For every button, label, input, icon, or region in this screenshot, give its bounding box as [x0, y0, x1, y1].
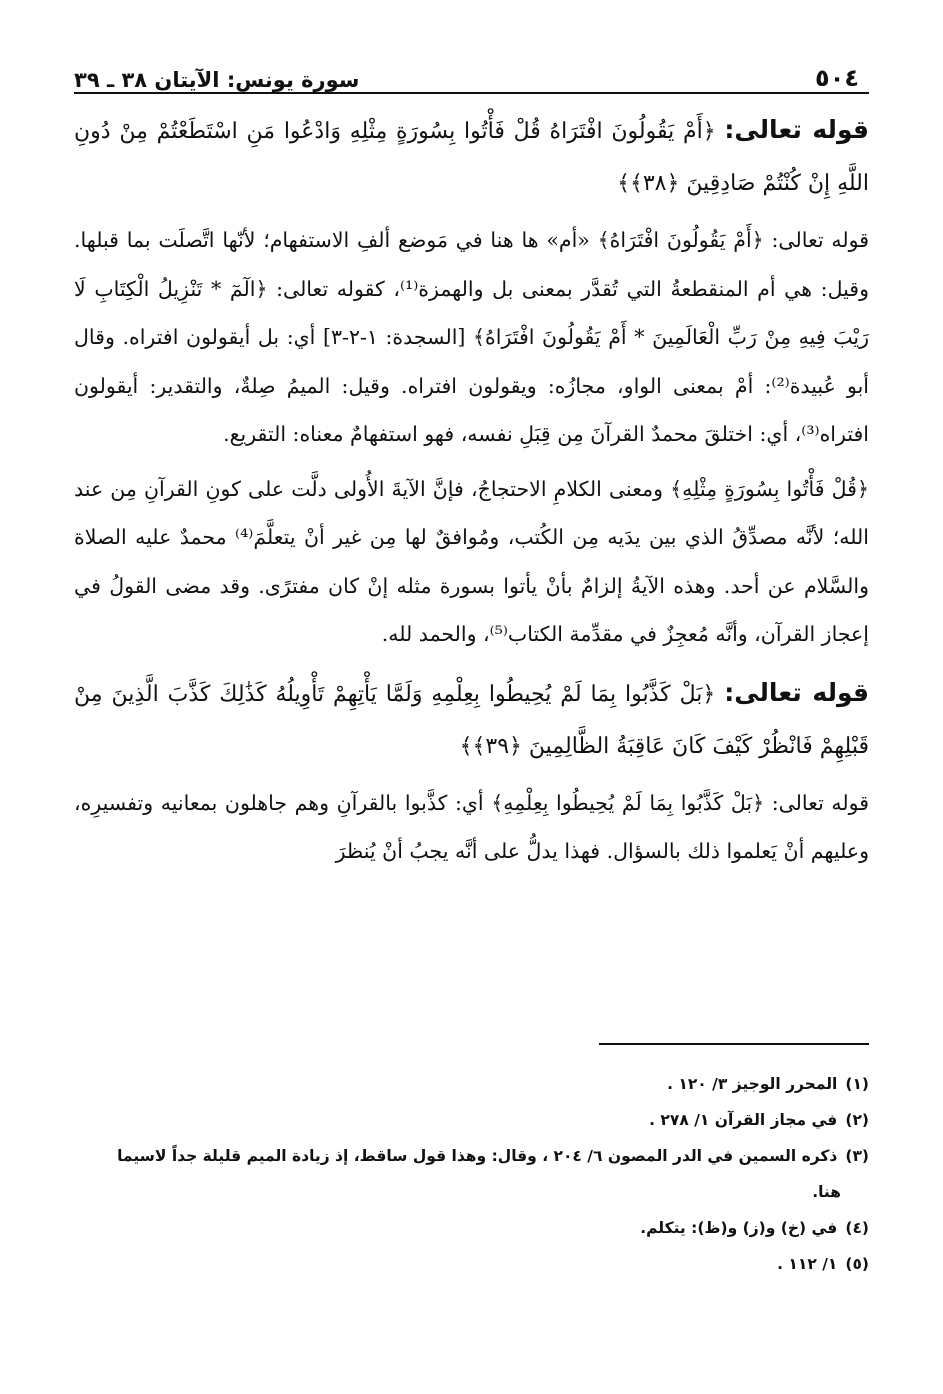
commentary-paragraph-3: قوله تعالى: ﴿بَلْ كَذَّبُوا بِمَا لَمْ يُحِيطُوا بِعِلْمِهِ﴾ أي: كذَّبوا بالقرآنِ وهم جاهلون بمعانيه وتفسيرِه، وعليهم أنْ يَعلموا ذلك بالسؤال. فهذا يدلُّ على أنَّه يجبُ أنْ يُنظرَ	[74, 790, 869, 863]
commentary-paragraph-2: ﴿قُلْ فَأْتُوا بِسُورَةٍ مِثْلِهِ﴾ ومعنى الكلامِ الاحتجاجُ، فإنَّ الآيةَ الأُولى دلَّت على كونِ القرآنِ مِن عند الله؛ لأنَّه مصدِّقُ الذي بين يدَيه مِن الكُتب، ومُوافقٌ لها مِن غير أنْ يتعلَّمَ⁽⁴⁾ محمدٌ عليه الصلاة والسَّلام عن أحد. وهذه الآيةُ إلزامٌ بأنْ يأتوا بسورة مثله إنْ كان مفترًى. وقد مضى القولُ في إعجاز القرآن، وأنَّه مُعجِزٌ في مقدِّمة الكتاب⁽⁵⁾، والحمد لله.	[74, 476, 869, 646]
footnote	[74, 1246, 869, 1282]
footnote	[74, 1210, 869, 1246]
footnote	[74, 1066, 869, 1102]
footnote-number: (٥)	[845, 1255, 869, 1273]
footnote-number: (٣)	[845, 1147, 869, 1165]
footnote-text: ١/ ١١٢ .	[777, 1255, 838, 1273]
footnotes	[74, 1066, 869, 1282]
verse-heading-39	[74, 667, 869, 773]
footnote-number: (٤)	[845, 1219, 869, 1237]
commentary-paragraph-1: قوله تعالى: ﴿أَمْ يَقُولُونَ افْتَرَاهُ﴾ «أم» ها هنا في مَوضع ألفِ الاستفهام؛ لأنّها اتَّصلَت بما قبلها. وقيل: هي أم المنقطعةُ التي تُقدَّر بمعنى بل والهمزة⁽¹⁾، كقوله تعالى: ﴿الٓمٓ * تَنْزِيلُ الْكِتَابِ لَا رَيْبَ فِيهِ مِنْ رَبِّ الْعَالَمِينَ * أَمْ يَقُولُونَ افْتَرَاهُ﴾ [السجدة: ١-٢-٣] أي: بل أيقولون افتراه. وقال أبو عُبيدة⁽²⁾: أمْ بمعنى الواو، مجازُه: ويقولون افتراه. وقيل: الميمُ صِلةٌ، والتقدير: أيقولون افتراه⁽³⁾، أي: اختلقَ محمدٌ القرآنَ مِن قِبَلِ نفسه، فهو استفهامٌ معناه: التقريع.	[74, 228, 869, 446]
footnote-text: في مجاز القرآن ١/ ٢٧٨ .	[649, 1111, 838, 1129]
verse-lead: قوله تعالى:	[724, 677, 869, 707]
footnote-text: المحرر الوجيز ٣/ ١٢٠ .	[667, 1075, 838, 1093]
page-number: ٥٠٤	[815, 64, 859, 92]
footnote-text: ذكره السمين في الدر المصون ٦/ ٢٠٤ ، وقال: وهذا قول ساقط، إذ زيادة الميم قليلة جداً لاسيما	[117, 1147, 838, 1165]
footnote-number: (١)	[845, 1075, 869, 1093]
verse-text: ﴿أَمْ يَقُولُونَ افْتَرَاهُ قُلْ فَأْتُوا بِسُورَةٍ مِثْلِهِ وَادْعُوا مَنِ اسْتَطَعْتُمْ مِنْ دُونِ اللَّهِ إِنْ كُنْتُمْ صَادِقِينَ ﴿٣٨﴾﴾	[74, 119, 869, 196]
footnote-text: في (خ) و(ز) و(ظ): يتكلم.	[640, 1219, 838, 1237]
page-header	[74, 52, 869, 94]
footnote	[74, 1102, 869, 1138]
footnote	[74, 1138, 869, 1174]
verse-text: ﴿بَلْ كَذَّبُوا بِمَا لَمْ يُحِيطُوا بِعِلْمِهِ وَلَمَّا يَأْتِهِمْ تَأْوِيلُهُ كَذَٰلِكَ كَذَّبَ الَّذِينَ مِنْ قَبْلِهِمْ فَانْظُرْ كَيْفَ كَانَ عَاقِبَةُ الظَّالِمِينَ ﴿٣٩﴾﴾	[74, 681, 869, 759]
verse-lead: قوله تعالى:	[724, 115, 869, 144]
running-title: سورة يونس: الآيتان ٣٨ ـ ٣٩	[74, 68, 360, 92]
footnote-number: (٢)	[845, 1111, 869, 1129]
footnote-continuation: هنا.	[812, 1183, 841, 1201]
page-body	[74, 104, 869, 876]
verse-heading-38	[74, 104, 869, 210]
footnote-divider	[599, 1043, 869, 1045]
